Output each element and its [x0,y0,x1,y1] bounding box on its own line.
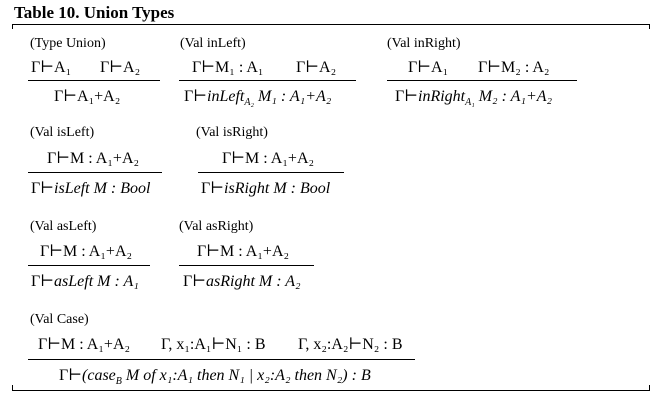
inference-line [198,172,344,173]
conclusion: Γ⊢(case$_B$ M of x₁:A₁ then N₁ | x₂:A₂ then N₂) : B [59,367,371,388]
frame-top-edge [12,24,650,25]
rule-name: (Val isRight) [196,125,268,140]
inference-line [179,80,356,81]
premise: Γ⊢M₁ : A₁ [192,59,264,76]
premise: Γ⊢M : A₁+A₂ [38,336,131,353]
premise: Γ⊢M : A₁+A₂ [222,150,315,167]
premise: Γ⊢M : A₁+A₂ [197,243,290,260]
conclusion: Γ⊢inLeft$_{A_2}$ M₁ : A₁+A₂ [184,88,332,109]
rule-name: (Val inLeft) [180,36,246,51]
premise: Γ⊢A₁ [408,59,449,76]
premise: Γ⊢M₂ : A₂ [478,59,550,76]
inference-line [179,265,314,266]
rule-name: (Val asLeft) [30,219,97,234]
conclusion: Γ⊢asLeft M : A₁ [31,273,139,290]
frame-top-right-tick [649,24,650,29]
rule-name: (Val asRight) [179,219,254,234]
inference-line [28,359,415,360]
premise: Γ⊢M : A₁+A₂ [40,243,133,260]
premise: Γ⊢A₂ [296,59,337,76]
table-title: Table 10. Union Types [14,3,175,22]
frame-top-left-tick [12,24,13,29]
frame-bottom-edge [12,390,650,391]
premise: Γ, x₁:A₁⊢N₁ : B [161,336,266,353]
inference-line [387,80,577,81]
rule-name: (Val isLeft) [30,125,95,140]
conclusion: Γ⊢inRight$_{A_1}$ M₂ : A₁+A₂ [395,88,553,109]
premise: Γ, x₂:A₂⊢N₂ : B [298,336,403,353]
premise: Γ⊢A₁ [31,59,72,76]
inference-line [28,172,162,173]
inference-line [28,80,160,81]
inference-line [28,265,150,266]
rule-name: (Type Union) [30,36,106,51]
premise: Γ⊢A₂ [100,59,141,76]
rule-name: (Val Case) [30,312,89,327]
conclusion: Γ⊢A₁+A₂ [54,88,121,105]
conclusion: Γ⊢isLeft M : Bool [31,180,151,197]
premise: Γ⊢M : A₁+A₂ [47,150,140,167]
conclusion: Γ⊢asRight M : A₂ [183,273,301,290]
rule-name: (Val inRight) [387,36,461,51]
conclusion: Γ⊢isRight M : Bool [201,180,331,197]
